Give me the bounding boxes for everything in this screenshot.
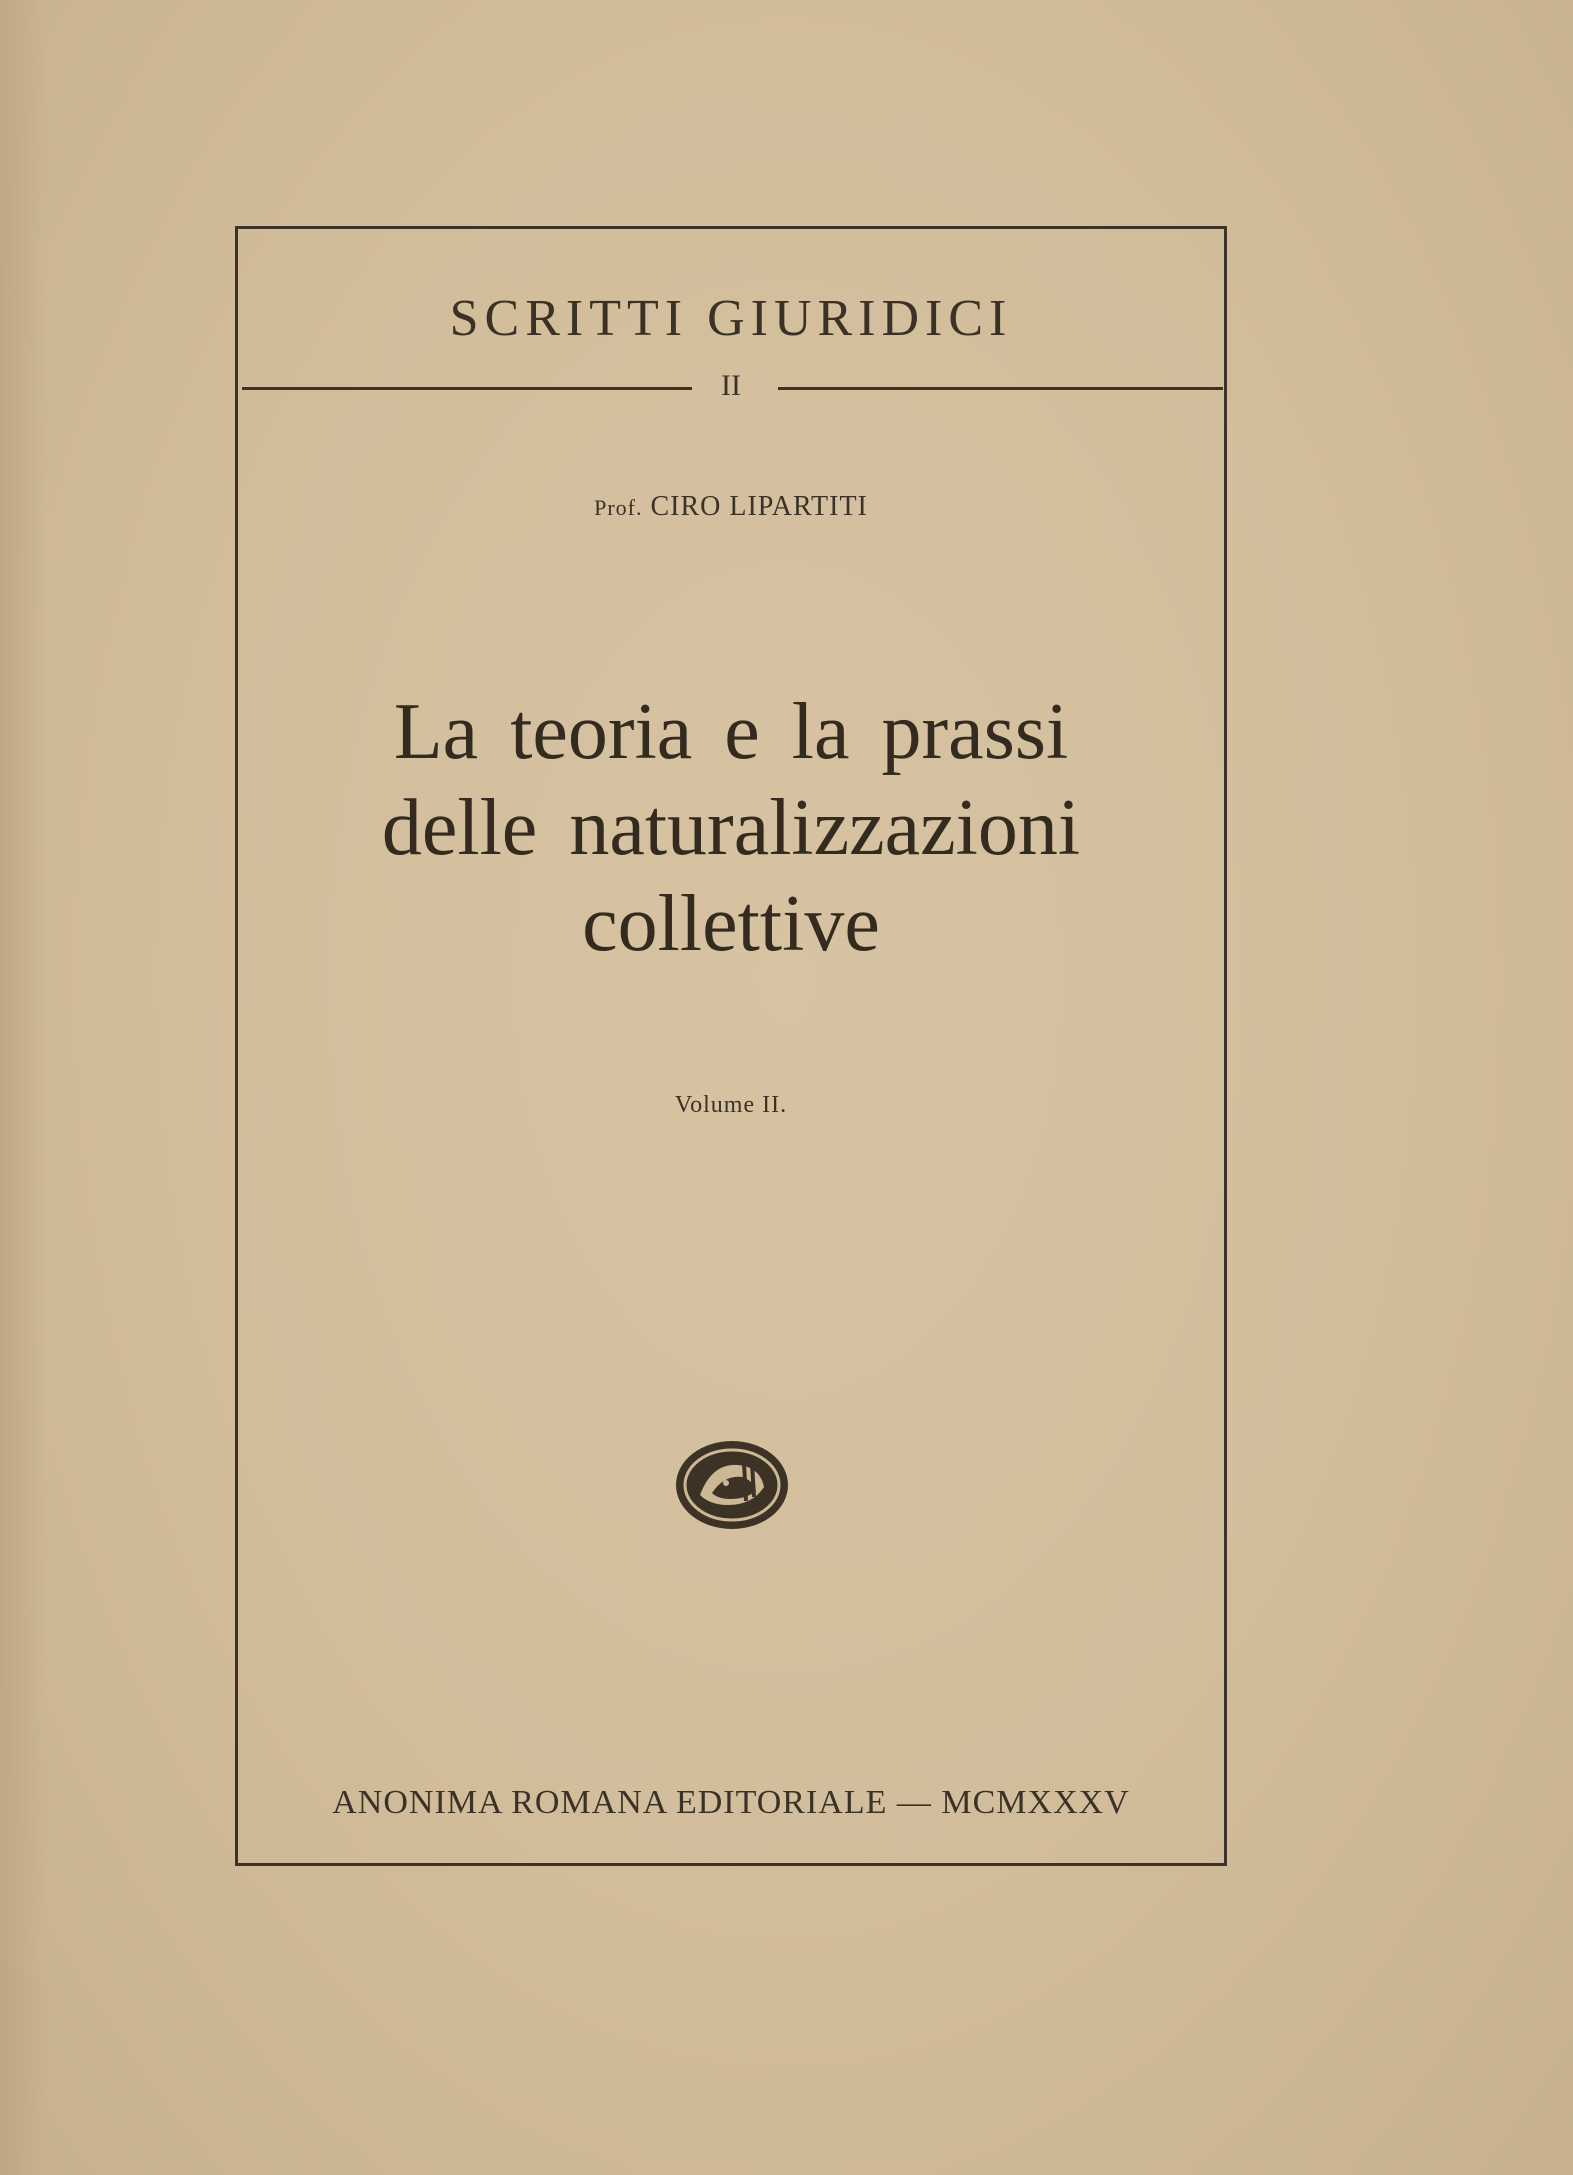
series-rule-right [778,387,1223,390]
series-title: SCRITTI GIURIDICI [449,290,1013,347]
publisher-emblem-icon [672,1435,792,1535]
book-title [238,684,1224,972]
title-line-3: collettive [582,880,880,968]
title-line-2: delle naturalizzazioni [381,784,1081,872]
title-line-1: La teoria e la prassi [393,688,1069,776]
series-number: II [721,369,741,402]
author-name: CIRO LIPARTITI [650,491,868,522]
author-prefix: Prof. [594,495,643,520]
publisher-line: ANONIMA ROMANA EDITORIALE — MCMXXXV [332,1784,1130,1821]
volume-label: Volume II. [674,1092,788,1118]
author-line [238,491,1224,523]
page-edge-shadow [0,0,48,2175]
cover-frame [235,226,1227,1866]
